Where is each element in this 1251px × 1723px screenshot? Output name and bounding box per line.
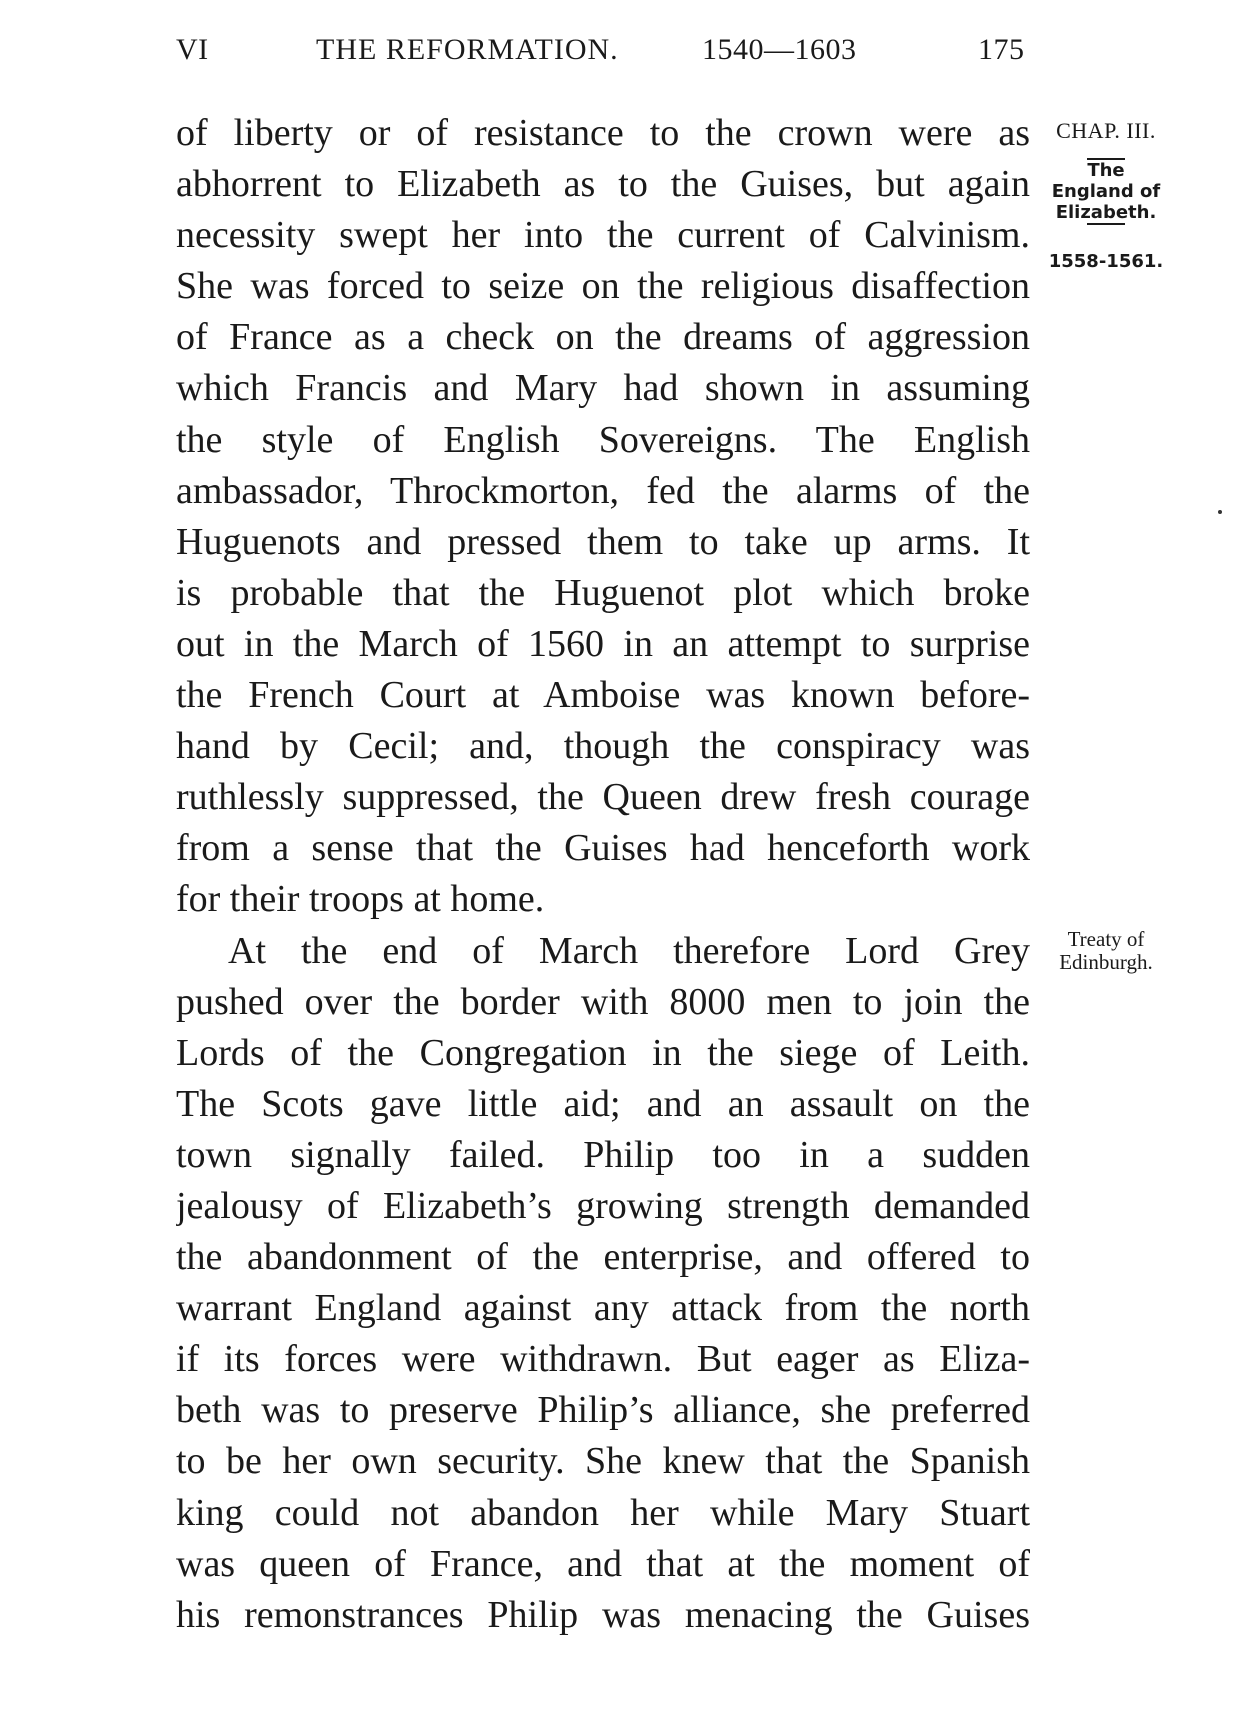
text-line: was queen of France, and that at the moment of: [176, 1542, 1030, 1585]
text-line: king could not abandon her while Mary Stuart: [176, 1491, 1030, 1534]
text-line: if its forces were withdrawn. But eager as Eliza-: [176, 1338, 1030, 1381]
text-line: ruthlessly suppressed, the Queen drew fresh courage: [176, 776, 1030, 819]
paragraph-2: [176, 926, 1030, 1641]
text-line: town signally failed. Philip too in a sudden: [176, 1133, 1030, 1176]
text-line: warrant England against any attack from the north: [176, 1287, 1030, 1330]
text-line: the French Court at Amboise was known before-: [176, 674, 1030, 717]
chapter-label: CHAP. III.: [1056, 118, 1156, 143]
text-line: which Francis and Mary had shown in assuming: [176, 367, 1030, 410]
text-line: ambassador, Throckmorton, fed the alarms of the: [176, 469, 1030, 512]
body-text: [176, 108, 1030, 1641]
text-line: At the end of March therefore Lord Grey: [228, 929, 1030, 972]
text-line: abhorrent to Elizabeth as to the Guises, but again: [176, 163, 1030, 206]
text-line: from a sense that the Guises had henceforth work: [176, 827, 1030, 870]
header-title: THE REFORMATION.: [316, 33, 619, 66]
section-title-line: The: [1087, 160, 1125, 181]
text-line: hand by Cecil; and, though the conspiracy was: [176, 725, 1030, 768]
text-line: jealousy of Elizabeth’s growing strength demanded: [176, 1184, 1030, 1227]
page-number: 175: [978, 33, 1025, 66]
header-chapter-number: VI: [176, 33, 209, 66]
text-line: necessity swept her into the current of Calvinism.: [176, 214, 1030, 257]
text-line: the style of English Sovereigns. The English: [176, 418, 1030, 461]
text-line: of France as a check on the dreams of aggression: [176, 316, 1030, 359]
section-title-line: Elizabeth.: [1055, 202, 1157, 223]
treaty-note-line: Edinburgh.: [1059, 950, 1153, 974]
section-title-line: England of: [1051, 181, 1161, 202]
divider: [1087, 223, 1125, 225]
paragraph-1: [176, 108, 1030, 926]
years-label: 1558-1561.: [1048, 251, 1164, 272]
text-line: out in the March of 1560 in an attempt to surprise: [176, 622, 1030, 665]
text-line: his remonstrances Philip was menacing the Guises: [176, 1593, 1030, 1636]
treaty-note-line: Treaty of: [1067, 927, 1145, 951]
margin-note-treaty: [1036, 928, 1176, 974]
margin-note-chapter: [1036, 116, 1176, 146]
margin-note-section: [1036, 158, 1176, 225]
text-line: Huguenots and pressed them to take up arms. It: [176, 520, 1030, 563]
text-line: Lords of the Congregation in the siege of Leith.: [176, 1031, 1030, 1074]
ink-speck: [1218, 510, 1222, 514]
text-line: beth was to preserve Philip’s alliance, she preferred: [176, 1389, 1030, 1432]
text-line: for their troops at home.: [176, 878, 545, 921]
text-line: The Scots gave little aid; and an assault on the: [176, 1082, 1030, 1125]
text-line: is probable that the Huguenot plot which broke: [176, 571, 1030, 614]
text-line: the abandonment of the enterprise, and offered to: [176, 1236, 1030, 1279]
running-header: [176, 30, 1030, 70]
header-dates: 1540—1603: [702, 33, 857, 66]
text-line: pushed over the border with 8000 men to join the: [176, 980, 1030, 1023]
text-line: to be her own security. She knew that the Spanish: [176, 1440, 1030, 1483]
text-line: She was forced to seize on the religious disaffection: [176, 265, 1030, 308]
text-line: of liberty or of resistance to the crown were as: [176, 112, 1030, 154]
margin-note-years: [1036, 250, 1176, 274]
